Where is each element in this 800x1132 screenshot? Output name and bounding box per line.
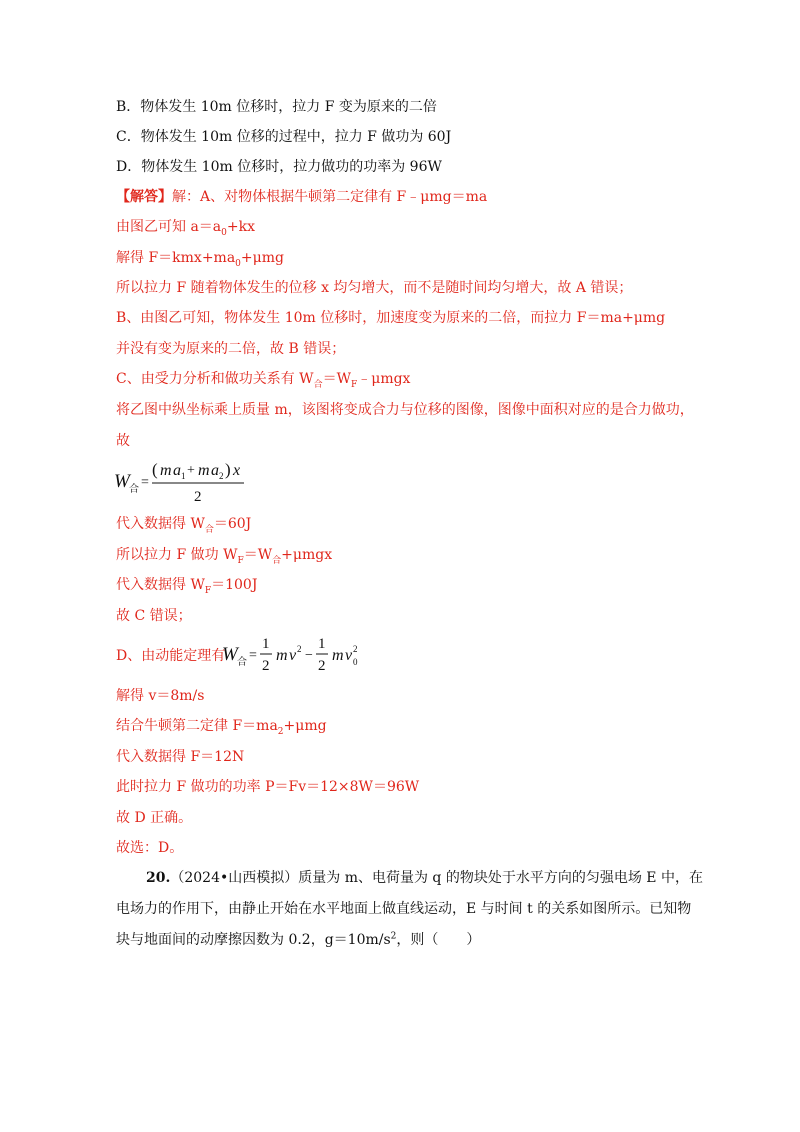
question-text: 块与地面间的动摩擦因数为 0.2，g＝10m/s (116, 932, 391, 948)
eq2-v2-sub: 0 (353, 657, 358, 667)
answer-text: 代入数据得 W (116, 516, 205, 532)
answer-line-14: D、由动能定理有 (116, 648, 226, 664)
answer-text: 解：A、对物体根据牛顿第二定律有 F﹣μmg＝ma (172, 189, 488, 205)
eq1-close: ) (225, 460, 231, 479)
answer-text: +μmgx (281, 547, 333, 563)
answer-line-16 (116, 716, 327, 736)
eq2-v1: v (289, 647, 297, 664)
subscript: F (237, 555, 244, 566)
subscript: 0 (221, 227, 227, 238)
answer-text: +kx (226, 219, 255, 235)
answer-text: 由图乙可知 a＝a (116, 219, 222, 235)
eq1-m2: m (198, 462, 210, 479)
eq1-den: 2 (194, 489, 202, 505)
eq2-v2-sup: 2 (353, 644, 358, 654)
answer-text: +μmg (283, 718, 327, 734)
answer-line-10 (116, 514, 251, 534)
answer-text: ＝W (243, 547, 273, 563)
eq2-v1-sup: 2 (297, 644, 302, 654)
answer-line-8: 将乙图中纵坐标乘上质量 m，该图将变成合力与位移的图像，图像中面积对应的是合力做功， (116, 402, 694, 418)
eq1-m1: m (160, 462, 172, 479)
answer-text: ﹣μmgx (357, 371, 411, 387)
answer-text: ＝W (322, 371, 351, 387)
answer-tag: 【解答】 (116, 189, 172, 205)
answer-line-19: 故 D 正确。 (116, 810, 193, 826)
eq1-a2-sub: 2 (219, 471, 224, 481)
answer-line-4: 所以拉力 F 随着物体发生的位移 x 均匀增大，而不是随时间均匀增大，故 A 错误； (116, 280, 633, 296)
question-20-line-2: 电场力的作用下，由静止开始在水平地面上做直线运动，E 与时间 t 的关系如图所示。已知物 (116, 901, 692, 917)
eq2-one1: 1 (262, 636, 270, 652)
eq1-a1-sub: 1 (181, 471, 186, 481)
subscript: 合 (204, 524, 214, 535)
question-20-line-1 (146, 868, 703, 888)
option-c: C．物体发生 10m 位移的过程中，拉力 F 做功为 60J (116, 129, 452, 145)
superscript: 2 (390, 931, 397, 942)
answer-text: C、由受力分析和做功关系有 W (116, 371, 314, 387)
subscript: 合 (272, 555, 282, 566)
answer-text: ＝60J (213, 516, 252, 532)
eq2-equals: = (249, 648, 257, 663)
question-number: 20. (146, 870, 171, 886)
eq1-equals: = (141, 475, 149, 490)
option-d: D．物体发生 10m 位移时，拉力做功的功率为 96W (116, 159, 442, 175)
equation-kinetic-energy (220, 628, 370, 680)
eq2-v2: v (345, 647, 353, 664)
answer-line-18: 此时拉力 F 做功的功率 P＝Fv＝12×8W＝96W (116, 779, 420, 795)
answer-line-17: 代入数据得 F＝12N (116, 749, 245, 765)
answer-line-11 (116, 545, 332, 565)
answer-line-13: 故 C 错误； (116, 608, 192, 624)
eq1-w-sub: 合 (129, 484, 139, 495)
question-text: （2024•山西模拟）质量为 m、电荷量为 q 的物块处于水平方向的匀强电场 E 中，在 (170, 870, 703, 886)
eq2-m1: m (276, 647, 288, 664)
eq1-plus: + (187, 463, 195, 478)
answer-line-7 (116, 369, 410, 389)
subscript: 2 (277, 726, 284, 737)
eq2-m2: m (332, 647, 344, 664)
eq1-a2: a (211, 462, 219, 479)
answer-line-6: 并没有变为原来的二倍，故 B 错误； (116, 341, 346, 357)
answer-text: 解得 F＝kmx+ma (116, 250, 236, 266)
equation-work-area (110, 455, 260, 507)
answer-line-5: B、由图乙可知，物体发生 10m 位移时，加速度变为原来的二倍，而拉力 F＝ma+μmg (116, 310, 666, 326)
eq2-minus: − (305, 648, 313, 663)
answer-line-15: 解得 v＝8m/s (116, 688, 205, 704)
eq2-w-sub: 合 (237, 657, 247, 668)
eq2-two1: 2 (262, 658, 270, 674)
eq1-w: W (114, 471, 130, 492)
option-b: B．物体发生 10m 位移时，拉力 F 变为原来的二倍 (116, 99, 437, 115)
answer-line-20: 故选：D。 (116, 840, 184, 856)
answer-line-2 (116, 217, 255, 237)
question-20-line-3 (116, 930, 480, 950)
answer-line-12 (116, 575, 257, 595)
answer-text: 所以拉力 F 做功 W (116, 547, 238, 563)
question-text: ，则（ ） (396, 932, 481, 948)
subscript: F (350, 379, 358, 390)
answer-text: ＝100J (211, 577, 258, 593)
eq2-w: W (222, 644, 238, 665)
subscript: 合 (313, 379, 323, 390)
answer-line-1 (116, 187, 487, 207)
eq2-one2: 1 (318, 636, 326, 652)
subscript: F (204, 585, 212, 596)
eq1-x: x (233, 462, 241, 479)
eq1-open: ( (152, 460, 158, 479)
answer-line-3 (116, 248, 284, 268)
answer-text: 结合牛顿第二定律 F＝ma (116, 718, 278, 734)
answer-text: 代入数据得 W (116, 577, 205, 593)
eq2-two2: 2 (318, 658, 326, 674)
answer-text: +μmg (240, 250, 284, 266)
eq1-a1: a (173, 462, 181, 479)
answer-line-9: 故 (116, 433, 130, 449)
subscript: 0 (235, 258, 241, 269)
